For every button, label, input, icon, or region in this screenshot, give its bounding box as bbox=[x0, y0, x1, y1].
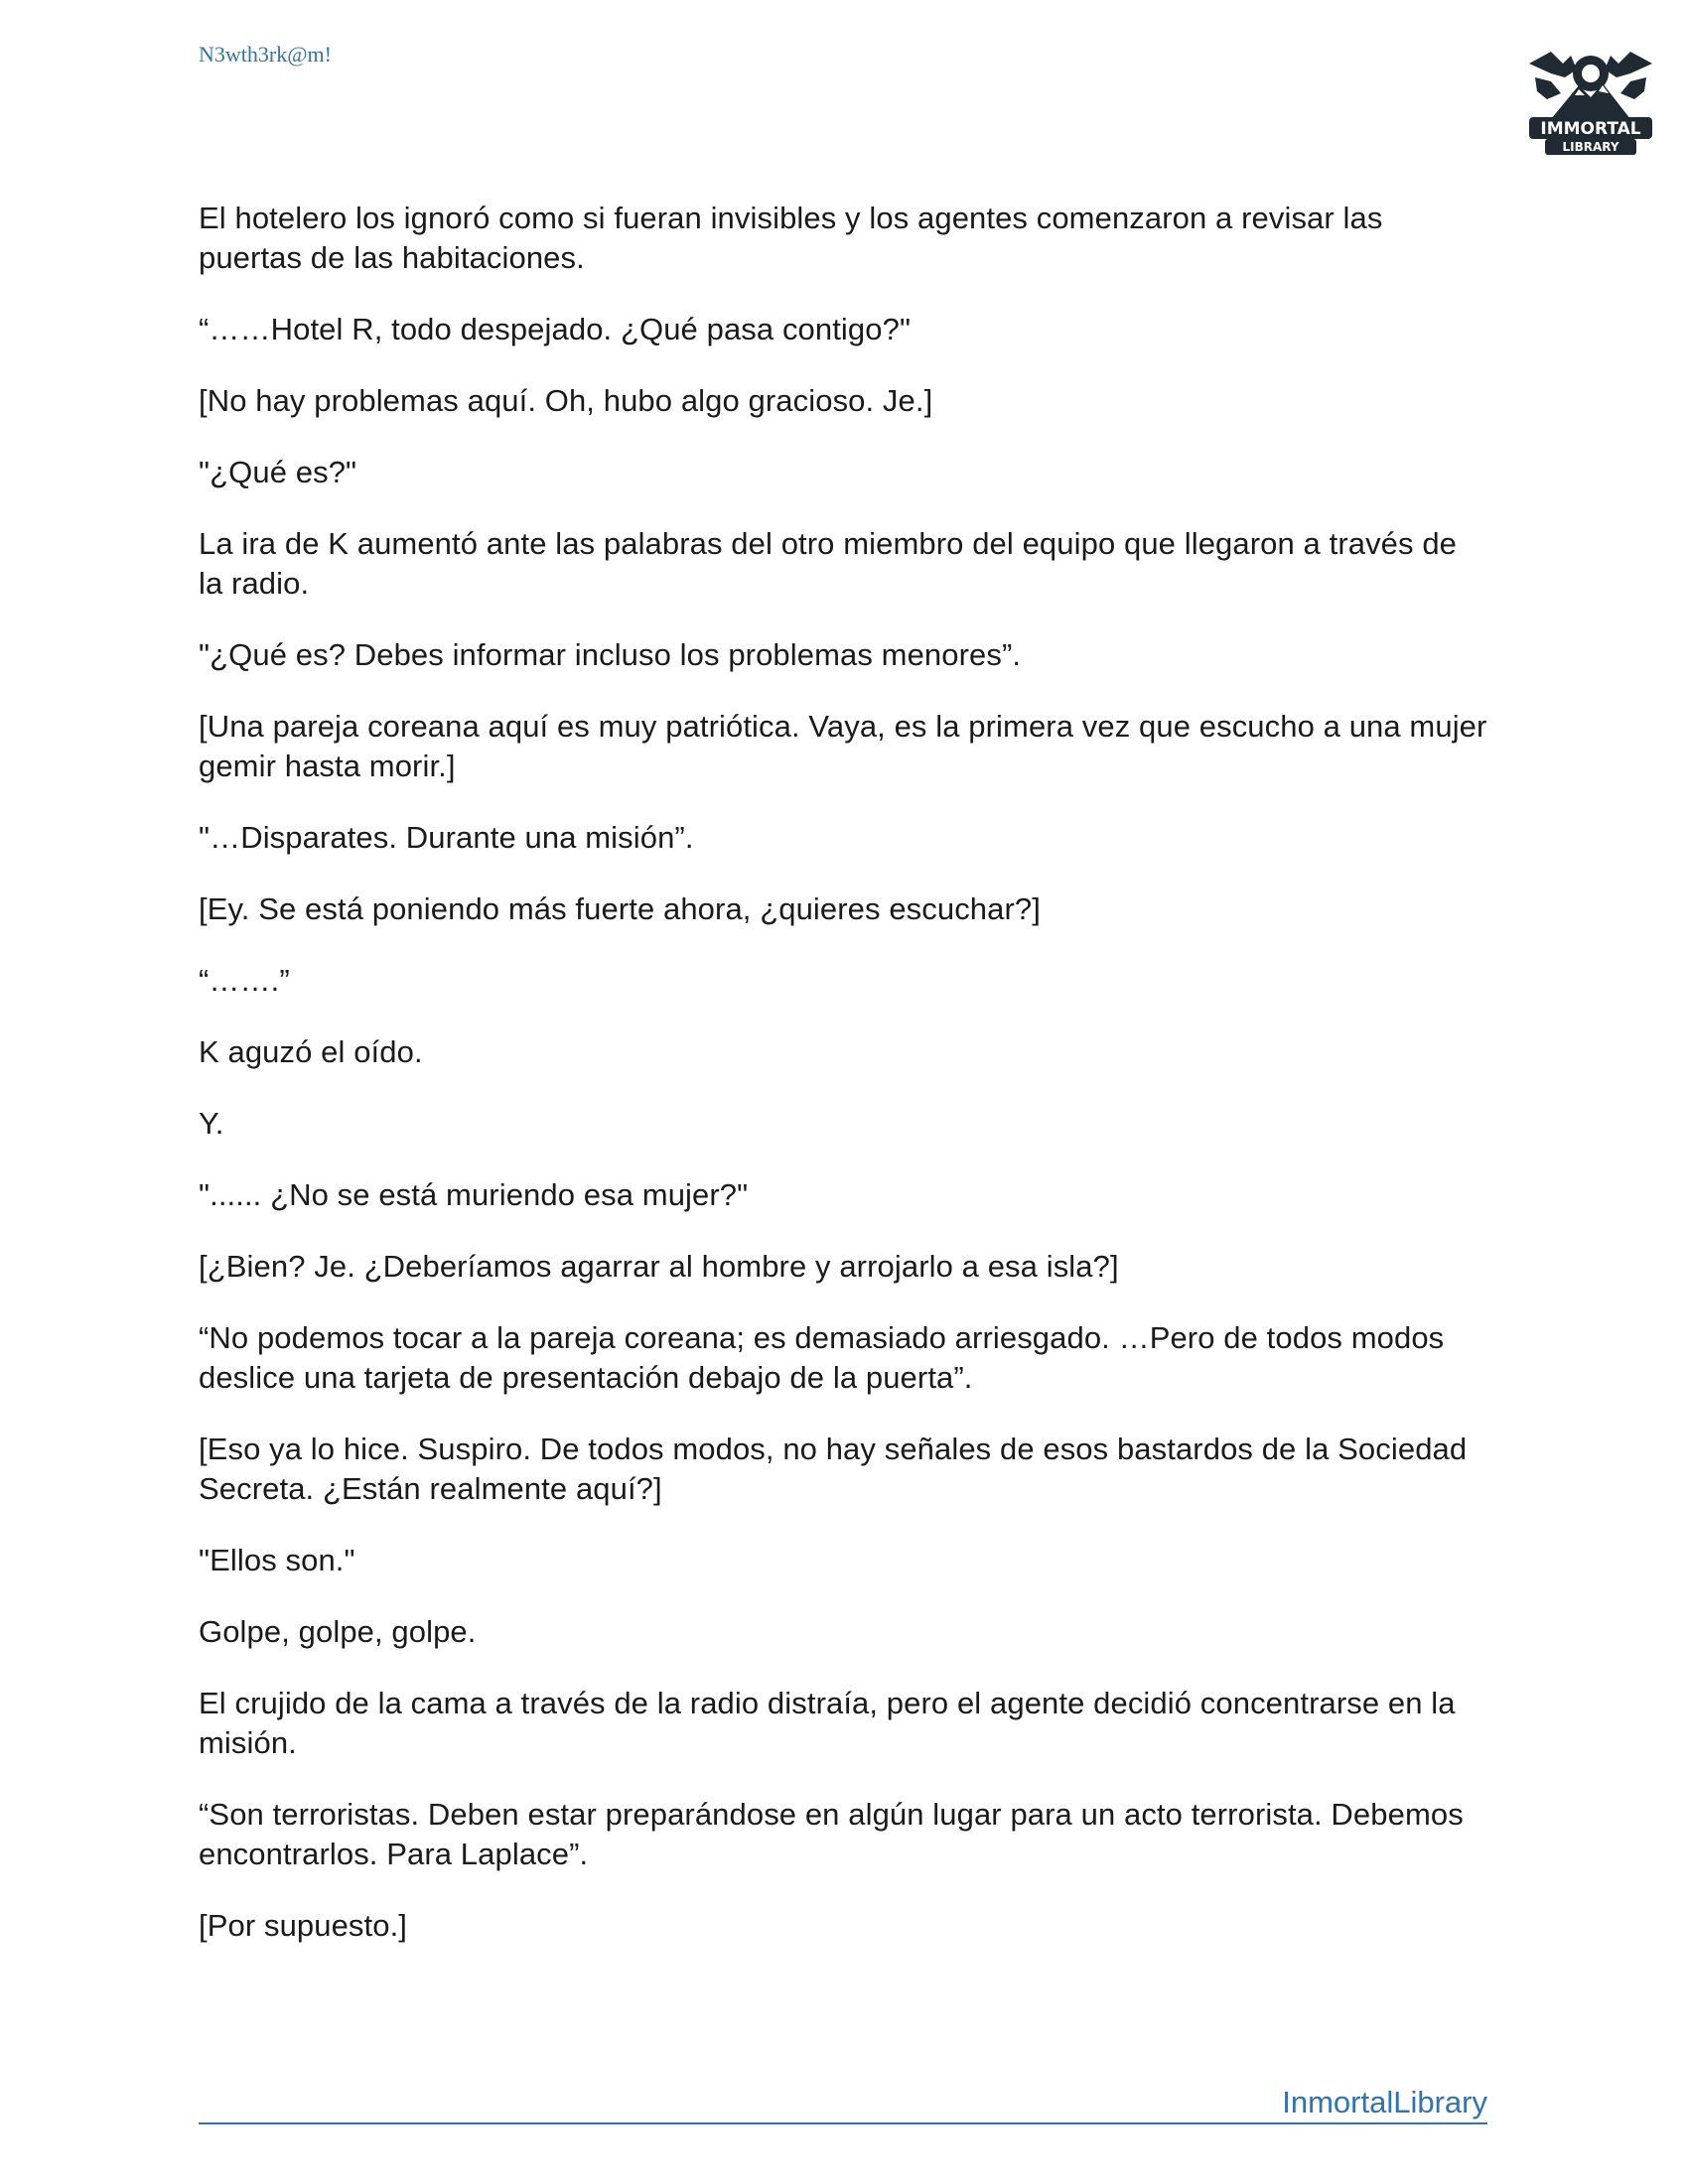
document-body bbox=[199, 199, 1489, 1978]
header-tag: N3wth3rk@m! bbox=[199, 42, 332, 67]
paragraph: El crujido de la cama a través de la radio distraía, pero el agente decidió concentrarse en la misión. bbox=[199, 1686, 1456, 1760]
paragraph: "¿Qué es? Debes informar incluso los problemas menores”. bbox=[199, 637, 1022, 672]
paragraph: Y. bbox=[199, 1106, 224, 1141]
logo-line2: LIBRARY bbox=[1562, 140, 1619, 154]
footer-rule bbox=[199, 2085, 1487, 2124]
paragraph: “…….” bbox=[199, 963, 290, 998]
paragraph: La ira de K aumentó ante las palabras del otro miembro del equipo que llegaron a través de la radio. bbox=[199, 526, 1458, 601]
paragraph: [Ey. Se está poniendo más fuerte ahora, ¿quieres escuchar?] bbox=[199, 891, 1041, 926]
paragraph: “No podemos tocar a la pareja coreana; es demasiado arriesgado. …Pero de todos modos deslice una tarjeta de presentación debajo de la puerta”. bbox=[199, 1320, 1445, 1395]
paragraph: Golpe, golpe, golpe. bbox=[199, 1614, 477, 1649]
paragraph: [Una pareja coreana aquí es muy patriótica. Vaya, es la primera vez que escucho a una mujer gemir hasta morir.] bbox=[199, 709, 1487, 783]
footer-link[interactable]: InmortalLibrary bbox=[1282, 2085, 1487, 2119]
paragraph: K aguzó el oído. bbox=[199, 1034, 423, 1069]
paragraph: [Por supuesto.] bbox=[199, 1908, 408, 1943]
paragraph: "¿Qué es?" bbox=[199, 455, 357, 489]
paragraph: "…Disparates. Durante una misión”. bbox=[199, 820, 694, 855]
paragraph: El hotelero los ignoró como si fueran invisibles y los agentes comenzaron a revisar las puertas de las habitaciones. bbox=[199, 201, 1383, 275]
immortal-library-logo-icon bbox=[1521, 34, 1660, 171]
paragraph: "Ellos son." bbox=[199, 1543, 355, 1577]
paragraph: “Son terroristas. Deben estar preparándose en algún lugar para un acto terrorista. Debemos encontrarlos. Para Laplace”. bbox=[199, 1797, 1464, 1871]
logo-line1: IMMORTAL bbox=[1540, 119, 1641, 139]
paragraph: [Eso ya lo hice. Suspiro. De todos modos, no hay señales de esos bastardos de la Sociedad Secreta. ¿Están realmente aquí?] bbox=[199, 1432, 1468, 1506]
paragraph: [No hay problemas aquí. Oh, hubo algo gracioso. Je.] bbox=[199, 383, 933, 418]
paragraph: "...... ¿No se está muriendo esa mujer?" bbox=[199, 1177, 749, 1212]
paragraph: [¿Bien? Je. ¿Deberíamos agarrar al hombre y arrojarlo a esa isla?] bbox=[199, 1249, 1119, 1284]
paragraph: “……Hotel R, todo despejado. ¿Qué pasa contigo?" bbox=[199, 312, 912, 346]
